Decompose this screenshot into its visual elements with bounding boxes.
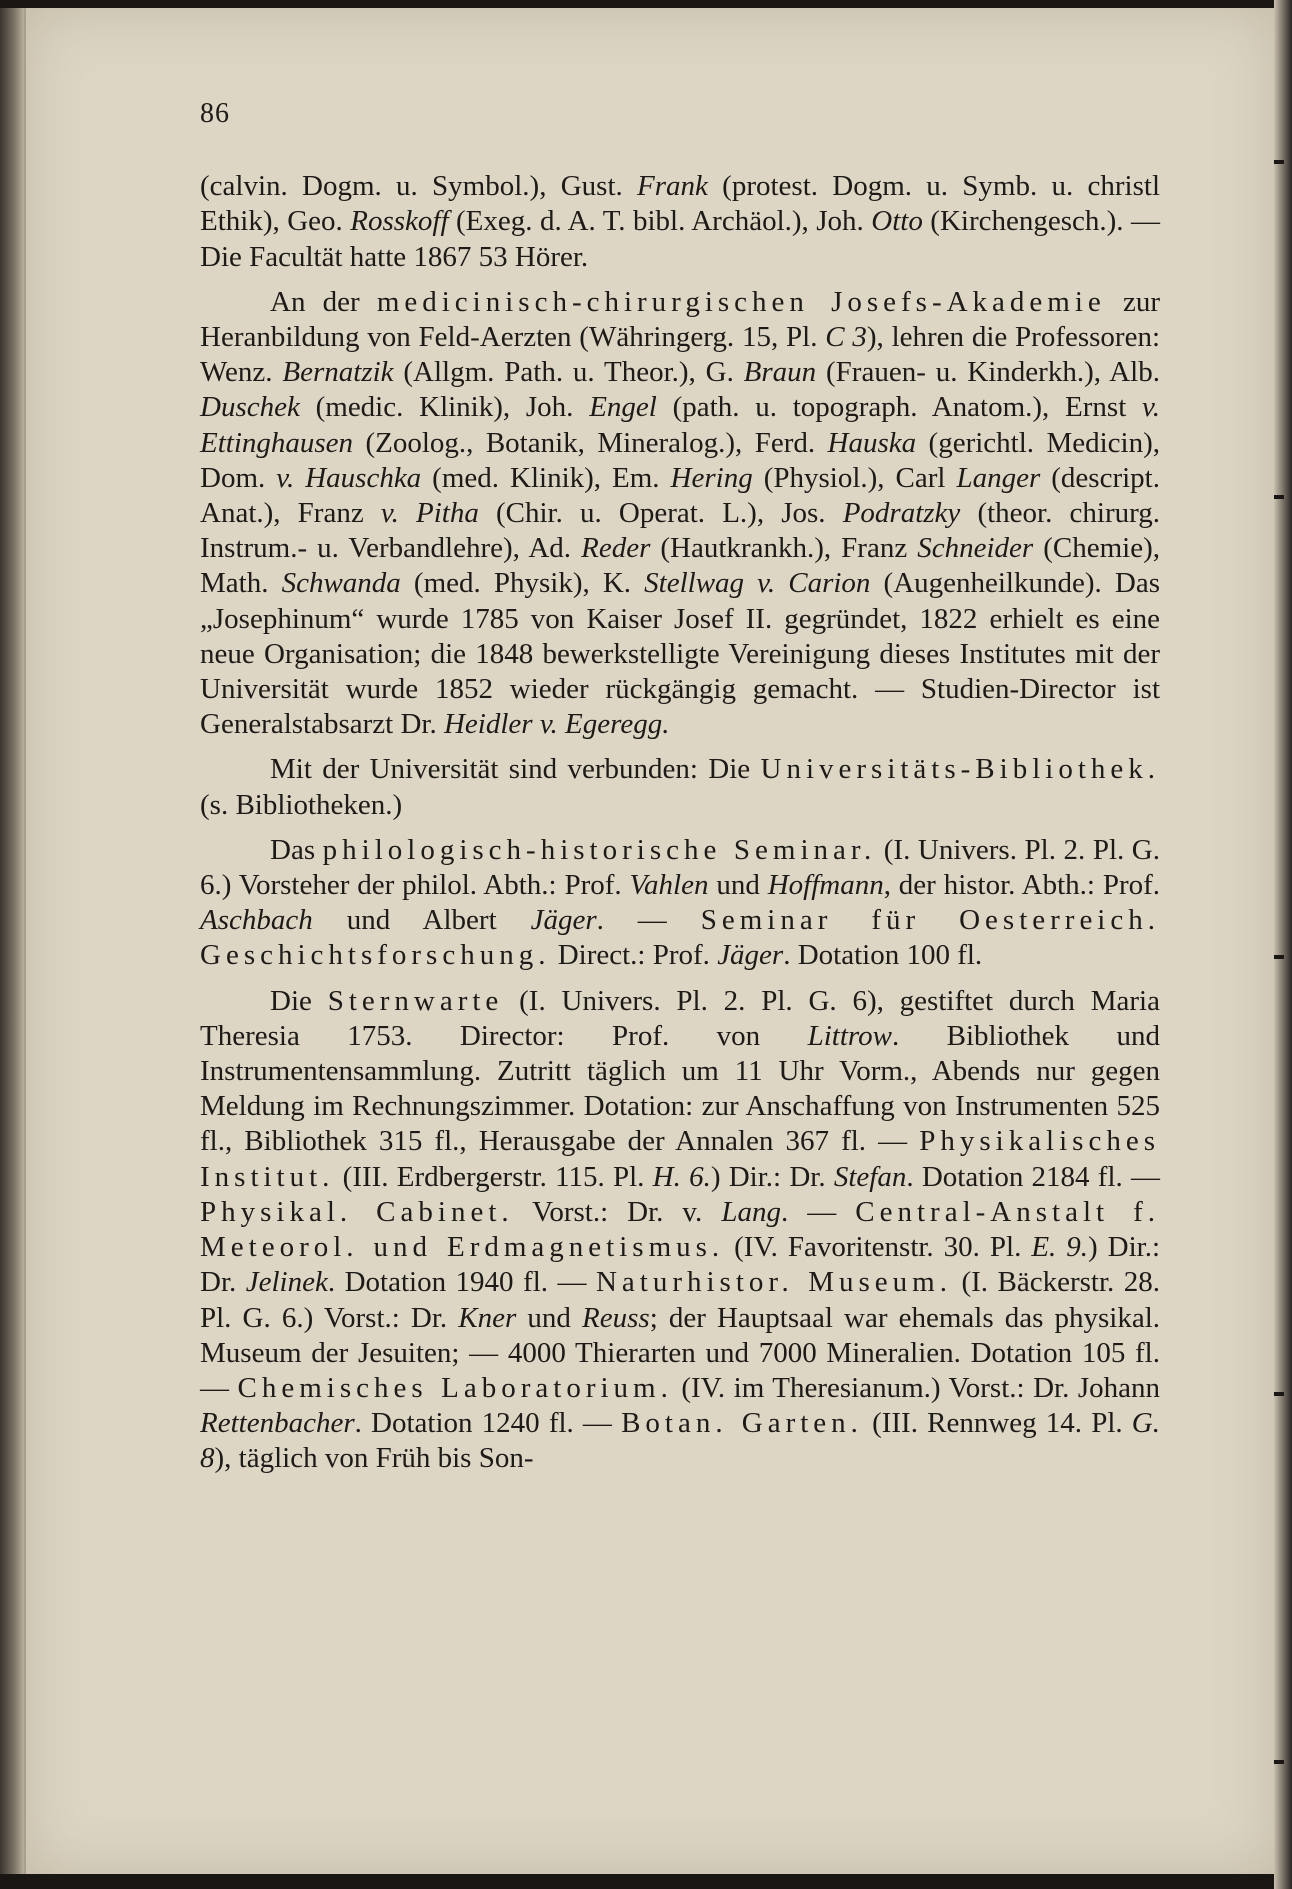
italic-name: Bernatzik (282, 356, 394, 389)
text-run: (descript. Anat.), Franz (200, 461, 1160, 530)
italic-name: Jäger (717, 939, 784, 972)
text-run: (gerichtl. Medicin), Dom. (200, 426, 1161, 494)
italic-name: v. Hauschka (276, 461, 422, 494)
page-edge (1274, 0, 1292, 1889)
italic-name: Stefan (833, 1160, 907, 1193)
text-run: . Dotation 2184 fl. — (906, 1160, 1160, 1193)
spaced-heading: Botan. Garten. (621, 1407, 863, 1440)
italic-name: Schneider (917, 532, 1034, 565)
italic-name: Reuss (582, 1301, 650, 1334)
italic-name: H. 6. (652, 1160, 711, 1193)
text-run: . Dotation 1940 fl. — (327, 1266, 596, 1299)
italic-name: Rettenbacher (200, 1407, 355, 1440)
text-run: . Bibliothek und Instrumentensammlung. Zutritt täglich um 11 Uhr Vorm., Abends nur gegen Meldung im Rechnungszimmer. Dotation: zur Anschaffung von Instrumenten 525 fl., Bibliothek 315 fl., Herausgabe der Annalen 367 fl. — (200, 1019, 1160, 1158)
spaced-heading: Central-Anstalt f. Meteorol. und Erdmagnetismus. (200, 1195, 1160, 1264)
text-run: (s. Bibliotheken.) (200, 788, 403, 821)
text-run: (I. Univers. Pl. 2. Pl. G. 6.) Vorsteher der philol. Abth.: Prof. (200, 833, 1161, 902)
italic-name: Langer (956, 461, 1041, 494)
text-run: Mit der Universität sind verbunden: Die (270, 753, 761, 786)
italic-name: v. Pitha (380, 497, 479, 530)
spaced-heading: Physikal. Cabinet. (200, 1195, 514, 1228)
text-run: (Allgm. Path. u. Theor.), G. (393, 356, 744, 389)
text-run: (IV. im Theresianum.) Vorst.: Dr. Johann (672, 1371, 1160, 1404)
text-run: , der histor. Abth.: Prof. (883, 869, 1161, 902)
italic-name: Littrow (807, 1019, 892, 1052)
spaced-heading: philologisch-historische Seminar. (322, 833, 877, 866)
italic-name: Stellwag v. Carion (644, 567, 871, 600)
text-run: (Hautkrankh.), Franz (650, 532, 918, 565)
spaced-heading: Physikalisches Institut. (200, 1125, 1160, 1193)
italic-name: Heidler v. Egeregg. (443, 708, 670, 741)
italic-name: E. 9. (1031, 1231, 1089, 1264)
italic-name: Hering (670, 461, 753, 494)
italic-name: Hoffmann (767, 869, 884, 902)
italic-name: Braun (743, 356, 817, 389)
spaced-heading: Chemisches Laboratorium. (237, 1371, 673, 1404)
text-run: . — (780, 1195, 856, 1228)
italic-name: Hauska (827, 426, 917, 459)
text-run: ) Dir.: Dr. (200, 1231, 1161, 1299)
text-run: (theor. chirurg. Instrum.- u. Verbandlehre), Ad. (200, 497, 1160, 565)
text-run: ) Dir.: Dr. (710, 1160, 834, 1193)
text-run: (calvin. Dogm. u. Symbol.), Gust. (200, 170, 638, 203)
text-run: und (708, 869, 768, 902)
text-run: (IV. Favoritenstr. 30. Pl. (724, 1231, 1032, 1264)
text-run: (Frauen- u. Kinderkh.), Alb. (816, 356, 1160, 389)
italic-name: Jelinek (245, 1266, 328, 1299)
paragraph (200, 169, 1160, 275)
text-run: (Exeg. d. A. T. bibl. Archäol.), Joh. (448, 205, 872, 238)
spaced-heading: Seminar für Oesterreich. Geschichtsforschung. (200, 904, 1160, 972)
italic-name: G. 8 (200, 1407, 1160, 1475)
text-run: (med. Physik), K. (400, 567, 645, 600)
text-run: (medic. Klinik), Joh. (299, 391, 590, 424)
italic-name: Otto (871, 205, 923, 238)
text-run: (Zoolog., Botanik, Mineralog.), Ferd. (353, 426, 828, 459)
italic-name: Vahlen (629, 869, 709, 902)
text-run: (Chemie), Math. (200, 532, 1161, 600)
text-run: und (516, 1301, 583, 1334)
italic-name: Lang (721, 1195, 781, 1228)
paragraph (200, 752, 1160, 822)
text-run: An der (270, 285, 377, 318)
paragraph (200, 833, 1160, 974)
text-run: (med. Klinik), Em. (421, 461, 671, 494)
spaced-heading: Naturhistor. Museum. (595, 1266, 952, 1299)
text-run: ), lehren die Professoren: Wenz. (200, 321, 1161, 389)
body-text (200, 169, 1160, 1476)
text-run: (Chir. u. Operat. L.), Jos. (478, 497, 843, 530)
italic-name: Schwanda (281, 567, 401, 600)
text-run: Direct.: Prof. (550, 939, 718, 972)
text-run: (protest. Dogm. u. Symb. u. christl Ethik), Geo. (200, 170, 1160, 238)
paragraph (200, 984, 1160, 1477)
italic-name: Jäger (530, 904, 597, 937)
italic-name: Engel (589, 391, 657, 424)
text-run: ), täglich von Früh bis Son- (214, 1442, 534, 1475)
text-run: (I. Univers. Pl. 2. Pl. G. 6), gestiftet durch Maria Theresia 1753. Director: Prof. von (200, 984, 1160, 1052)
book-gutter (0, 8, 24, 1874)
page-content (200, 96, 1160, 1477)
text-run: ; der Hauptsaal war ehemals das physikal. Museum der Jesuiten; — 4000 Thierarten und 7000 Mineralien. Dotation 105 fl. — (200, 1301, 1161, 1404)
page-number: 86 (200, 98, 230, 129)
text-run: (Physiol.), Carl (752, 461, 957, 494)
text-run: . Dotation 100 fl. (783, 939, 983, 972)
italic-name: Podratzky (842, 497, 961, 530)
italic-name: Frank (637, 170, 708, 203)
text-run: Das (270, 833, 323, 866)
text-run: (III. Erdbergerstr. 115. Pl. (334, 1160, 653, 1193)
spaced-heading: Universitäts-Bibliothek. (760, 753, 1160, 786)
italic-name: C 3 (825, 321, 867, 354)
spaced-heading: medicinisch-chirurgischen Josefs-Akademie (376, 285, 1106, 318)
text-run: Die (270, 984, 328, 1017)
spaced-heading: Sternwarte (327, 984, 504, 1017)
italic-name: Reder (581, 532, 651, 565)
italic-name: Duschek (200, 391, 300, 424)
italic-name: Kner (458, 1301, 517, 1334)
italic-name: v. Ettinghausen (200, 391, 1161, 459)
italic-name: Rosskoff (350, 205, 449, 238)
text-run: zur Heranbildung von Feld-Aerzten (Währingerg. 15, Pl. (200, 285, 1160, 354)
text-run: (path. u. topograph. Anatom.), Ernst (656, 391, 1143, 424)
text-run: . — (596, 904, 701, 937)
text-run: . Dotation 1240 fl. — (354, 1407, 622, 1440)
paragraph (200, 285, 1160, 743)
text-run: (III. Rennweg 14. Pl. (862, 1407, 1132, 1440)
italic-name: Aschbach (200, 904, 313, 937)
text-run: und Albert (312, 904, 531, 937)
text-run: Vorst.: Dr. v. (513, 1195, 722, 1228)
text-run: (Kirchengesch.). — Die Facultät hatte 1867 53 Hörer. (200, 205, 1161, 273)
text-run: (Augenheilkunde). Das „Josephinum“ wurde 1785 von Kaiser Josef II. gegründet, 1822 erhielt es eine neue Organisation; die 1848 bewerkstelligte Vereinigung dieses Institutes mit der Universität wurde 1852 wieder rückgängig gemacht. — Studien-Director ist Generalstabsarzt Dr. (200, 567, 1160, 741)
text-run: (I. Bäckerstr. 28. Pl. G. 6.) Vorst.: Dr. (200, 1266, 1160, 1334)
